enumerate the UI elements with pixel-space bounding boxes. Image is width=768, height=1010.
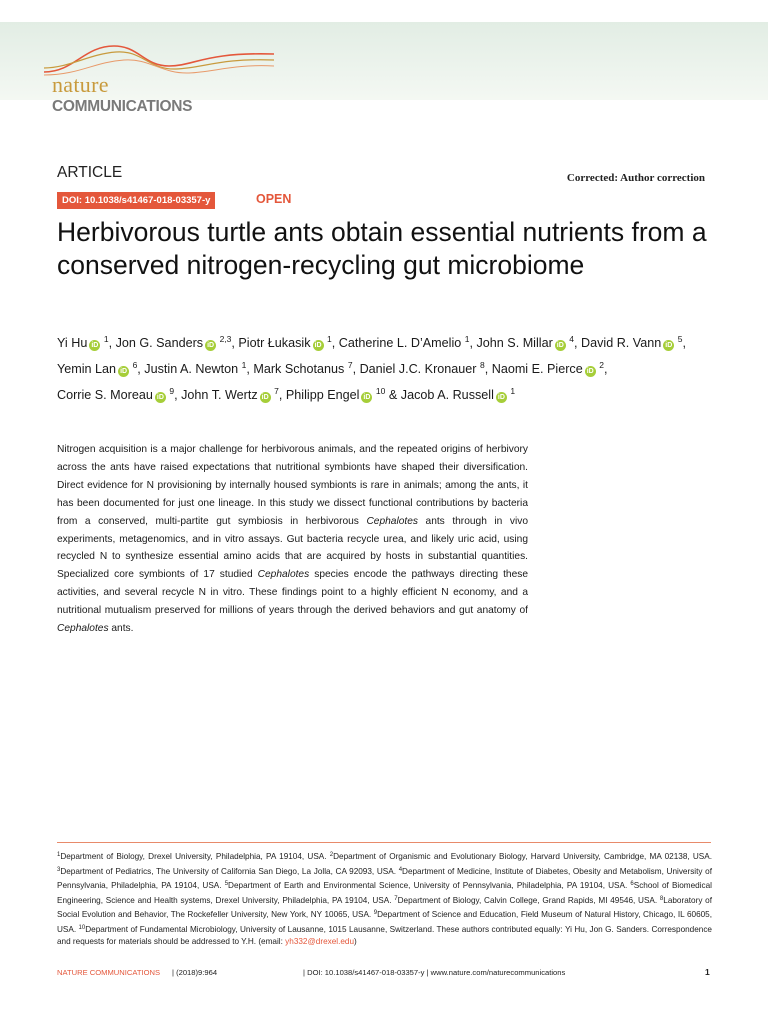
author-affiliation-ref: 1 xyxy=(241,360,247,370)
orcid-icon[interactable]: iD xyxy=(91,342,99,349)
affiliation-text: Department of Organismic and Evolutionary Biology, Harvard University, Cambridge, MA 02138, USA. xyxy=(333,852,713,861)
author-affiliation-ref: 2 xyxy=(599,360,604,370)
abstract-text: ants through in vivo experiments, metagenomics, and in vitro assays. Gut bacteria recycle urea, and likely uric acid, using recycled N to synthesize essential amino acids that are acquired by hosts in substantial quantities. Specialized core symbionts of 17 studied xyxy=(57,515,528,581)
affiliation-text: Department of Medicine, Institute of Diabetes, Obesity and Metabolism, University of Pennsylvania, Philadelphia, PA 19104, USA. xyxy=(57,866,712,890)
orcid-icon[interactable]: iD xyxy=(497,394,505,401)
footer-volume: | (2018)9:964 xyxy=(172,968,218,977)
affiliation-number: 10 xyxy=(78,924,86,931)
affiliation-number: 6 xyxy=(630,881,634,887)
author-item xyxy=(57,388,181,402)
affiliation-number: 9 xyxy=(373,910,378,916)
author-separator: , xyxy=(574,336,582,350)
author-item xyxy=(401,388,515,402)
author-affiliation-ref: 1 xyxy=(510,386,516,396)
affiliation-text: Department of Pediatrics, The University of California San Diego, La Jolla, CA 92093, USA. xyxy=(60,866,399,876)
author-name[interactable]: John S. Millar xyxy=(476,336,553,350)
affiliation-list xyxy=(57,852,712,934)
abstract xyxy=(57,441,528,638)
author-list xyxy=(57,328,727,406)
author-affiliation-ref: 1 xyxy=(464,334,470,344)
author-name[interactable]: David R. Vann xyxy=(581,336,662,350)
author-separator: , xyxy=(352,362,360,376)
affiliation-tail: These authors contributed equally: Yi Hu, Jon G. Sanders. Correspondence and requests for materials should be addressed to Y.H. (email: xyxy=(57,924,712,946)
author-item xyxy=(476,336,581,350)
logo-nature-text: nature xyxy=(52,72,109,97)
author-name[interactable]: Justin A. Newton xyxy=(144,362,239,376)
author-separator: , xyxy=(278,388,286,402)
author-affiliation-ref: 1 xyxy=(103,334,109,344)
author-item xyxy=(253,362,359,376)
affiliation-number: 2 xyxy=(329,852,334,858)
author-separator: , xyxy=(137,362,145,376)
affiliation-text: Department of Earth and Environmental Science, University of Pennsylvania, Philadelphia, PA 19104, USA. xyxy=(228,881,631,890)
author-item xyxy=(581,336,686,350)
author-separator: , xyxy=(469,336,477,350)
journal-masthead xyxy=(0,22,768,115)
author-separator: , xyxy=(331,336,339,350)
affiliation-text: Department of Biology, Drexel University, Philadelphia, PA 19104, USA. xyxy=(60,852,330,861)
abstract-text: ants. xyxy=(108,623,134,635)
orcid-icon[interactable]: iD xyxy=(207,342,215,349)
author-item xyxy=(286,388,401,402)
author-name[interactable]: Yi Hu xyxy=(57,336,88,350)
author-name[interactable]: Philipp Engel xyxy=(285,388,360,402)
article-title: Herbivorous turtle ants obtain essential nutrients from a conserved nitrogen-recycling gut microbiome xyxy=(57,217,707,280)
orcid-icon[interactable]: iD xyxy=(586,368,594,375)
affiliation-divider xyxy=(57,842,711,843)
author-affiliation-ref: 6 xyxy=(132,360,138,370)
orcid-icon[interactable]: iD xyxy=(556,342,564,349)
author-separator: , xyxy=(682,336,687,350)
author-affiliation-ref: 1 xyxy=(327,334,332,344)
author-separator: , xyxy=(108,336,116,350)
author-separator: , xyxy=(246,362,254,376)
author-affiliation-ref: 2,3 xyxy=(219,334,232,344)
author-affiliation-ref: 10 xyxy=(375,386,386,396)
affiliation-number: 4 xyxy=(398,866,403,873)
affiliation-text: Department of Biology, Calvin College, Grand Rapids, MI 49546, USA. xyxy=(397,895,660,905)
affiliation-close: ) xyxy=(354,937,357,946)
orcid-icon[interactable]: iD xyxy=(314,342,322,349)
affiliation-number: 3 xyxy=(57,866,61,873)
doi-badge[interactable]: DOI: 10.1038/s41467-018-03357-y xyxy=(57,192,215,209)
affiliation-text: Department of Science and Education, Field Museum of Natural History, Chicago, IL 60605, USA. xyxy=(57,910,713,934)
author-separator: & xyxy=(385,388,401,402)
author-separator: , xyxy=(603,362,608,376)
genus-name: Cephalotes xyxy=(366,515,418,527)
affiliation-number: 8 xyxy=(659,895,664,902)
author-item xyxy=(181,388,286,402)
orcid-icon[interactable]: iD xyxy=(156,394,164,401)
author-name[interactable]: Jacob A. Russell xyxy=(400,388,494,402)
author-name[interactable]: Piotr Łukasik xyxy=(238,336,311,350)
author-affiliation-ref: 9 xyxy=(169,386,175,396)
author-name[interactable]: John T. Wertz xyxy=(181,388,258,402)
author-name[interactable]: Corrie S. Moreau xyxy=(57,388,153,402)
author-name[interactable]: Catherine L. D’Amelio xyxy=(338,336,462,350)
affiliation-number: 7 xyxy=(394,895,398,902)
affiliation-number: 1 xyxy=(57,852,61,858)
genus-name: Cephalotes xyxy=(257,569,310,581)
orcid-icon[interactable]: iD xyxy=(363,394,371,401)
orcid-icon[interactable]: iD xyxy=(120,368,128,375)
orcid-icon[interactable]: iD xyxy=(261,394,269,401)
article-type: ARTICLE xyxy=(57,164,123,181)
author-separator: , xyxy=(231,336,239,350)
footer-journal[interactable]: NATURE COMMUNICATIONS xyxy=(57,968,161,977)
author-name[interactable]: Daniel J.C. Kronauer xyxy=(359,362,477,376)
author-item xyxy=(339,336,477,350)
author-item xyxy=(238,336,338,350)
author-item xyxy=(116,336,239,350)
author-item xyxy=(57,362,144,376)
author-name[interactable]: Mark Schotanus xyxy=(253,362,345,376)
correction-note[interactable]: Corrected: Author correction xyxy=(566,172,705,184)
affiliation-text: Laboratory of Social Evolution and Behavior, The Rockefeller University, New York, NY 10065, USA. xyxy=(57,895,712,919)
page-number: 1 xyxy=(705,967,710,977)
affiliation-text: School of Biomedical Engineering, Science and Health systems, Drexel University, Philadelphia, PA 19104, USA. xyxy=(57,881,712,905)
open-access-label: OPEN xyxy=(256,192,292,206)
footer-doi[interactable]: | DOI: 10.1038/s41467-018-03357-y | www.nature.com/naturecommunications xyxy=(303,968,566,977)
author-item xyxy=(144,362,253,376)
affiliation-text: Department of Fundamental Microbiology, University of Lausanne, 1015 Lausanne, Switzerland. xyxy=(85,924,437,934)
author-item xyxy=(492,362,608,376)
author-separator: , xyxy=(174,388,182,402)
author-item xyxy=(57,336,116,350)
email-link[interactable]: yh332@drexel.edu xyxy=(285,937,355,946)
logo-communications-text: COMMUNICATIONS xyxy=(52,98,193,115)
author-name[interactable]: Jon G. Sanders xyxy=(115,336,204,350)
affiliations xyxy=(57,849,712,949)
genus-name: Cephalotes xyxy=(57,623,109,635)
author-item xyxy=(360,362,492,376)
author-name[interactable]: Yemin Lan xyxy=(57,362,117,376)
author-separator: , xyxy=(484,362,492,376)
author-affiliation-ref: 4 xyxy=(569,334,575,344)
author-name[interactable]: Naomi E. Pierce xyxy=(491,362,583,376)
author-affiliation-ref: 7 xyxy=(347,360,353,370)
author-affiliation-ref: 7 xyxy=(274,386,279,396)
abstract-text: Nitrogen acquisition is a major challenge for herbivorous animals, and the repeated origins of herbivory across the ants have raised expectations that nutritional symbionts have shaped their diversification. Direct evidence for N provisioning by internally housed symbionts is rare in animals; among the ants, it has been documented for just one lineage. In this study we dissect functional contributions by bacteria from a conserved, multi-partite gut symbiosis in herbivorous xyxy=(57,444,528,527)
author-affiliation-ref: 5 xyxy=(677,334,683,344)
abstract-text: species encode the pathways directing these activities, and several recycle N in vitro. These findings point to a highly efficient N economy, and a nutritional mutualism preserved for millions of years through the derived behaviors and gut anatomy of xyxy=(57,569,528,617)
nature-wave-logo-icon xyxy=(44,42,274,76)
affiliation-number: 5 xyxy=(224,881,229,887)
orcid-icon[interactable]: iD xyxy=(665,342,673,349)
author-affiliation-ref: 8 xyxy=(479,360,485,370)
